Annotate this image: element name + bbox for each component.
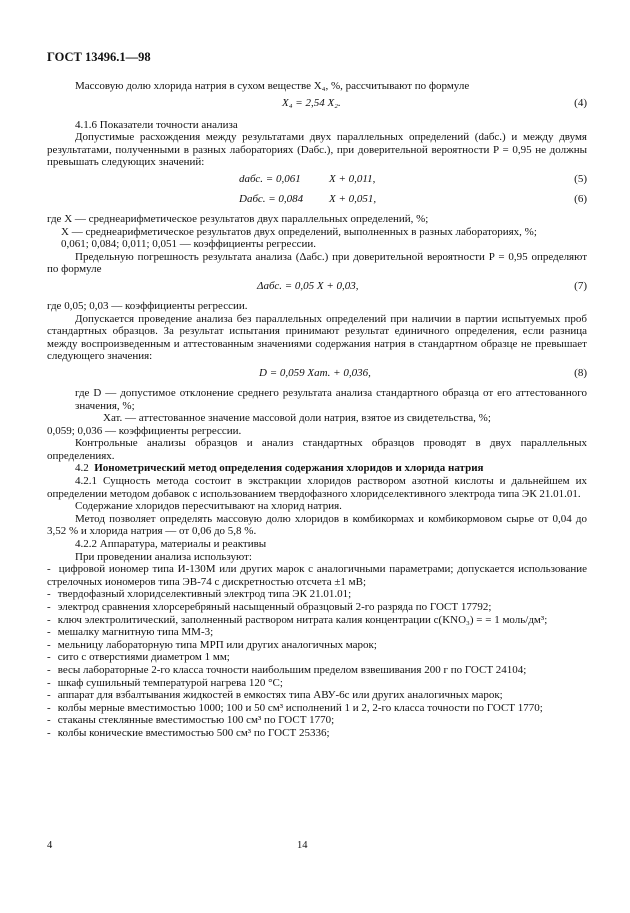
legend-item: где D — допустимое отклонение среднего результата анализа стандартного образца от его аттестованного значения, %; xyxy=(75,386,587,412)
list-item: - стаканы стеклянные вместимостью 100 см³ по ГОСТ 1770; xyxy=(47,714,335,727)
formula-4: X₄ = 2,54 X₂. (4) xyxy=(282,96,587,109)
legend-item: 0,059; 0,036 — коэффициенты регрессии. xyxy=(47,424,242,437)
paragraph: Метод позволяет определять массовую долю хлоридов в комбикормах и комбикормовом сырье от 0,04 до 3,52 % и хлорида натрия — от 0,06 до 5,8 %. xyxy=(47,512,587,538)
paragraph: Содержание хлоридов пересчитывают на хлорид натрия. xyxy=(75,500,342,513)
equipment-list xyxy=(47,563,587,739)
list-item: - аппарат для взбалтывания жидкостей в емкостях типа АВУ-6с или других аналогичных марок; xyxy=(47,689,503,702)
list-item: - весы лабораторные 2-го класса точности наибольшим пределом взвешивания 200 г по ГОСТ 24104; xyxy=(47,663,527,676)
paragraph: Контрольные анализы образцов и анализ стандартных образцов проводят в двух параллельных определениях. xyxy=(47,437,587,462)
list-item: - твердофазный хлоридселективный электрод типа ЭК 21.01.01; xyxy=(47,588,352,601)
list-item: - ключ электролитический, заполненный раствором нитрата калия концентрации c(KNO₃) = = 1 моль/дм³; xyxy=(47,613,548,626)
list-item: - сито с отверстиями диаметром 1 мм; xyxy=(47,651,230,664)
legend-item: где X — среднеарифметическое результатов двух параллельных определений, %; xyxy=(47,212,429,225)
paragraph: 4.2.1 Сущность метода состоит в экстракции хлоридов раствором азотной кислоты и дальнейшем их определении методом добавок с использованием твердофазного хлоридселективного электрода типа ЭК 21.01.01. xyxy=(47,475,587,500)
list-item: - мельницу лабораторную типа МРП или других аналогичных марок; xyxy=(47,638,377,651)
section-4-1-6: 4.1.6 Показатели точности анализа xyxy=(75,118,238,131)
list-item: - электрод сравнения хлорсеребряный насыщенный образцовый 2-го разряда по ГОСТ 17792; xyxy=(47,601,492,613)
paragraph: При проведении анализа используют: xyxy=(75,550,252,563)
formula-6: Dабс. = 0,084 X + 0,051, (6) xyxy=(239,192,587,205)
legend-item: где 0,05; 0,03 — коэффициенты регрессии. xyxy=(47,299,248,312)
page-number-center: 14 xyxy=(297,840,308,851)
legend-item: 0,061; 0,084; 0,011; 0,051 — коэффициенты регрессии. xyxy=(61,238,316,251)
paragraph: Предельную погрешность результата анализа (Δабс.) при доверительной вероятности P = 0,95 определяют по формуле xyxy=(47,250,587,276)
list-item: - шкаф сушильный температурой нагрева 120 °С; xyxy=(47,676,283,689)
section-4-2: 4.2 Ионометрический метод определения содержания хлоридов и хлорида натрия xyxy=(75,462,484,475)
list-item: - колбы мерные вместимостью 1000; 100 и 50 см³ исполнений 1 и 2, 2-го класса точности по ГОСТ 1770; xyxy=(47,701,543,714)
legend-item: X — среднеарифметическое результатов двух определений, выполненных в разных лабораториях, %; xyxy=(61,225,537,238)
list-item: - цифровой иономер типа И-130М или других марок с аналогичными параметрами; допускается использование стрелочных иономеров типа ЭВ-74 с дискретностью отсчета ±1 мВ; xyxy=(47,563,587,588)
paragraph: Допустимые расхождения между результатами двух параллельных определений (dабс.) и между двумя результатами, полученными в разных лабораториях (Dабс.), при доверительной вероятности P = 0,95 не должны превышать следующих значений: xyxy=(47,131,587,169)
paragraph: Допускается проведение анализа без параллельных определений при наличии в партии испытуемых проб стандартных образцов. За результат испытания принимают результат единичного определения, если разница между воспроизведенным и аттестованным значениями содержания натрия в стандартном образце не превышает следующего значения: xyxy=(47,312,587,363)
page-body xyxy=(47,80,587,740)
section-4-2-2: 4.2.2 Аппаратура, материалы и реактивы xyxy=(75,538,267,551)
legend-item: Xат. — аттестованное значение массовой доли натрия, взятое из свидетельства, %; xyxy=(103,412,491,425)
list-item: - мешалку магнитную типа ММ-3; xyxy=(47,626,214,639)
formula-7: Δабс. = 0,05 X + 0,03, (7) xyxy=(257,279,587,292)
list-item: - колбы конические вместимостью 500 см³ по ГОСТ 25336; xyxy=(47,726,330,739)
formula-5: dабс. = 0,061 X + 0,011, (5) xyxy=(239,172,587,185)
page-number-left: 4 xyxy=(47,840,53,851)
paragraph: Массовую долю хлорида натрия в сухом веществе X₄, %, рассчитывают по формуле xyxy=(75,80,470,92)
document-code: ГОСТ 13496.1—98 xyxy=(47,50,151,64)
formula-8: D = 0,059 Xат. + 0,036, (8) xyxy=(259,366,587,379)
